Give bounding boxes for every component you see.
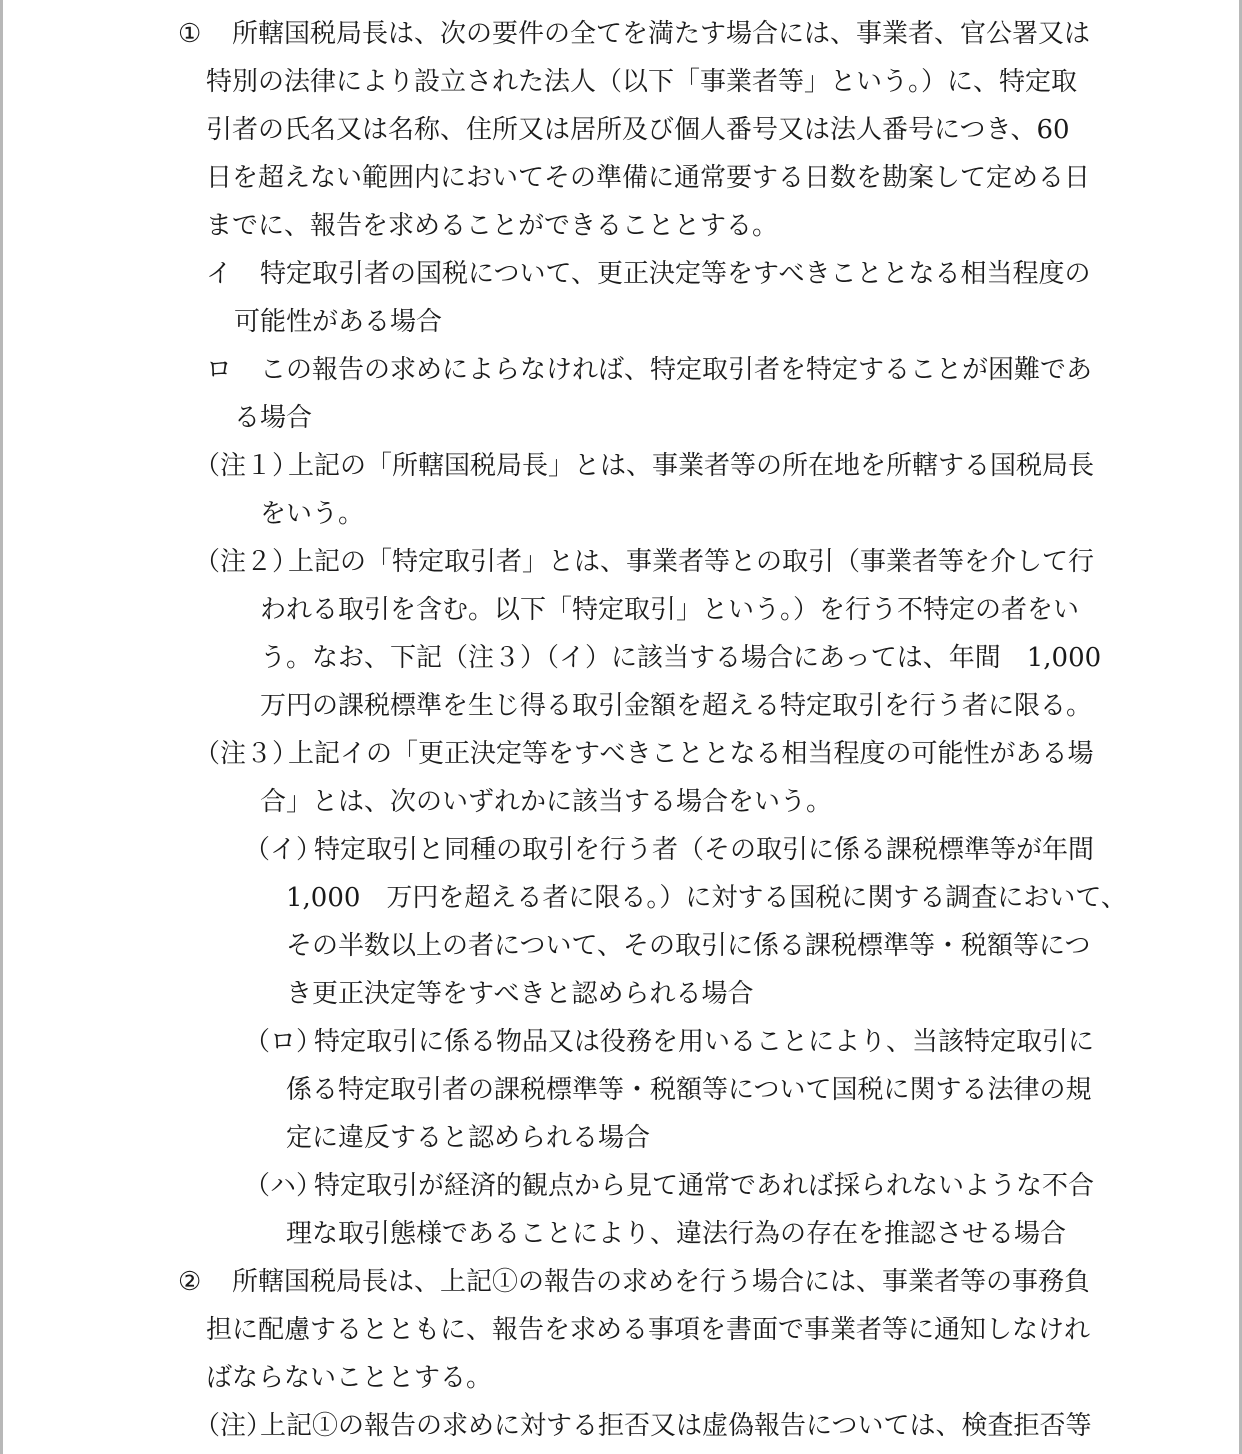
item-ro-marker: ロ xyxy=(206,355,233,385)
section2-note-line: 上記①の報告の求めに対する拒否又は虚偽報告については、検査拒否等 xyxy=(260,1411,1092,1441)
note3-marker: （注３） xyxy=(194,739,299,769)
note3-line: 合」とは、次のいずれかに該当する場合をいう。 xyxy=(260,787,833,817)
note2-marker: （注２） xyxy=(194,547,299,577)
item-i-line: 特定取引者の国税について、更正決定等をすべきこととなる相当程度の xyxy=(260,259,1091,289)
item-ro-line: る場合 xyxy=(234,403,313,433)
section2-line: 所轄国税局長は、上記①の報告の求めを行う場合には、事業者等の事務負 xyxy=(232,1267,1091,1297)
section1-marker: ① xyxy=(178,19,202,49)
note3-sub-i-marker: （イ） xyxy=(244,835,323,865)
item-i-line: 可能性がある場合 xyxy=(234,307,443,337)
note1-line: 上記の「所轄国税局長」とは、事業者等の所在地を所轄する国税局長 xyxy=(288,451,1095,481)
section2-note-marker: （注） xyxy=(194,1411,273,1441)
note3-sub-ha-line: 理な取引態様であることにより、違法行為の存在を推認させる場合 xyxy=(286,1219,1067,1249)
item-ro-line: この報告の求めによらなければ、特定取引者を特定することが困難であ xyxy=(260,355,1093,385)
section2-line: 担に配慮するとともに、報告を求める事項を書面で事業者等に通知しなけれ xyxy=(206,1315,1091,1345)
note3-sub-ha-marker: （ハ） xyxy=(244,1171,323,1201)
note3-sub-ro-line: 特定取引に係る物品又は役務を用いることにより、当該特定取引に xyxy=(314,1027,1095,1057)
section1-line: 引者の氏名又は名称、住所又は居所及び個人番号又は法人番号につき、60 xyxy=(206,115,1070,145)
note3-sub-i-line: 1,000 万円を超える者に限る。）に対する国税に関する調査において、 xyxy=(286,883,1127,913)
section1-line: 特別の法律により設立された法人（以下「事業者等」という。）に、特定取 xyxy=(206,67,1078,97)
note3-line: 上記イの「更正決定等をすべきこととなる相当程度の可能性がある場 xyxy=(288,739,1094,769)
section2-marker: ② xyxy=(178,1267,202,1297)
item-i-marker: イ xyxy=(206,259,233,289)
note3-sub-i-line: その半数以上の者について、その取引に係る課税標準等・税額等につ xyxy=(286,931,1091,961)
note2-line: われる取引を含む。以下「特定取引」という。）を行う不特定の者をい xyxy=(260,595,1080,625)
note3-sub-ha-line: 特定取引が経済的観点から見て通常であれば採られないような不合 xyxy=(314,1171,1095,1201)
note3-sub-i-line: き更正決定等をすべきと認められる場合 xyxy=(286,979,754,1009)
note3-sub-ro-marker: （ロ） xyxy=(244,1027,323,1057)
note2-line: 上記の「特定取引者」とは、事業者等との取引（事業者等を介して行 xyxy=(288,547,1095,577)
note2-line: う。なお、下記（注３）（イ）に該当する場合にあっては、年間 1,000 xyxy=(260,643,1102,673)
section1-line: 所轄国税局長は、次の要件の全てを満たす場合には、事業者、官公署又は xyxy=(232,19,1091,49)
section2-line: ばならないこととする。 xyxy=(206,1363,493,1393)
note3-sub-ro-line: 係る特定取引者の課税標準等・税額等について国税に関する法律の規 xyxy=(286,1075,1092,1105)
note3-sub-i-line: 特定取引と同種の取引を行う者（その取引に係る課税標準等が年間 xyxy=(314,835,1095,865)
section1-line: までに、報告を求めることができることとする。 xyxy=(206,211,779,241)
note1-line: をいう。 xyxy=(260,499,365,529)
page-edge-left xyxy=(0,0,3,1454)
note3-sub-ro-line: 定に違反すると認められる場合 xyxy=(286,1123,651,1153)
note2-line: 万円の課税標準を生じ得る取引金額を超える特定取引を行う者に限る。 xyxy=(260,691,1093,721)
note1-marker: （注１） xyxy=(194,451,299,481)
section1-line: 日を超えない範囲内においてその準備に通常要する日数を勘案して定める日 xyxy=(206,163,1091,193)
